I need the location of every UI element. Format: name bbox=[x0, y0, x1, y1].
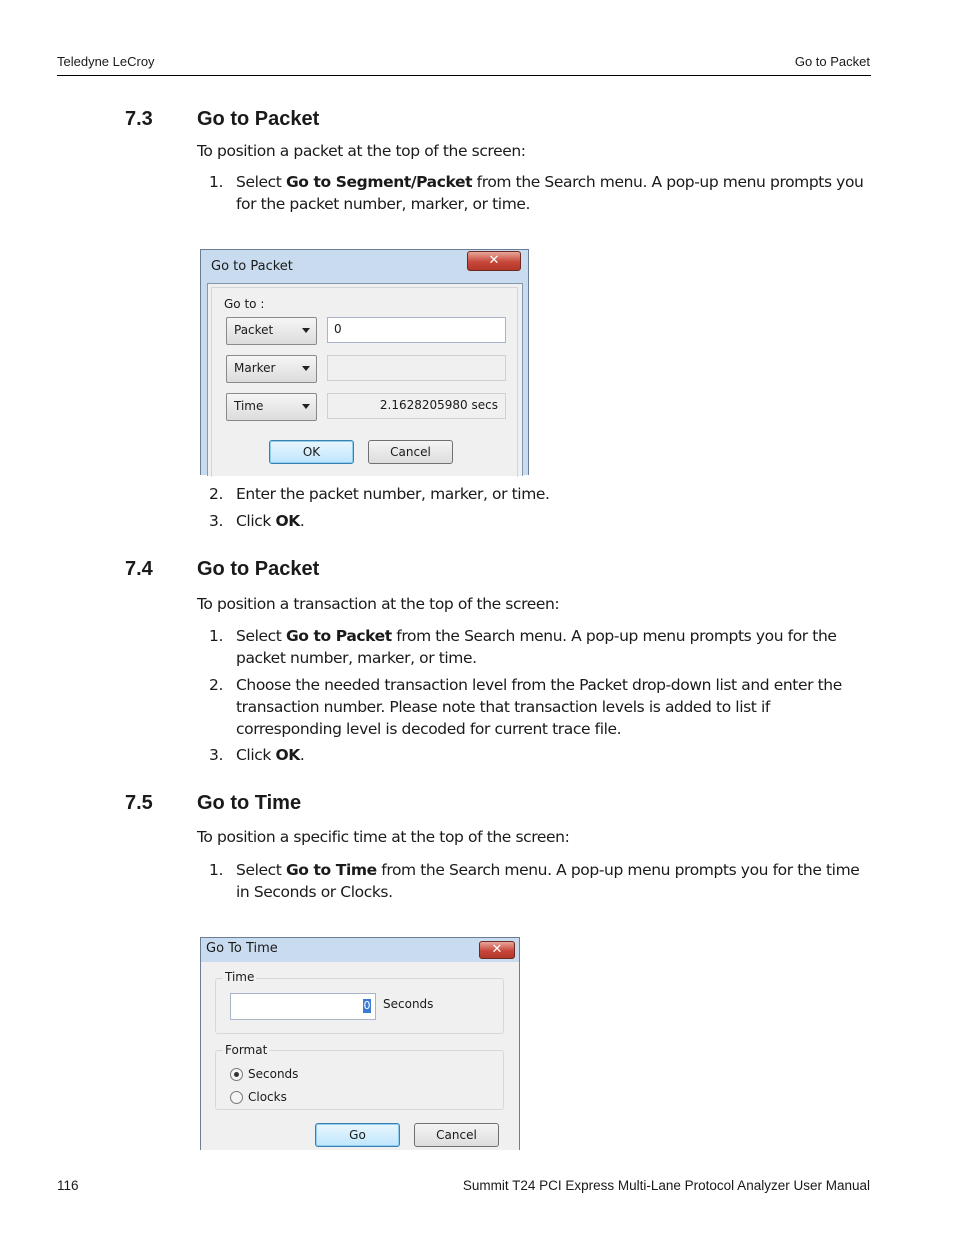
close-button[interactable]: ✕ bbox=[467, 251, 521, 271]
header-rule bbox=[57, 75, 871, 76]
format-group-label: Format bbox=[225, 1043, 268, 1057]
step-command: OK bbox=[275, 746, 300, 764]
goto-label: Go to : bbox=[224, 297, 265, 311]
step-number: 1. bbox=[209, 627, 223, 645]
page-number: 116 bbox=[57, 1178, 79, 1193]
step-command: Go to Packet bbox=[285, 627, 392, 645]
step-text: Enter the packet number, marker, or time. bbox=[236, 485, 550, 503]
step-text: Select bbox=[236, 627, 286, 645]
section-title: Go to Packet bbox=[197, 558, 320, 580]
list-item bbox=[209, 674, 869, 740]
manual-title: Summit T24 PCI Express Multi-Lane Protocol Analyzer User Manual bbox=[462, 1178, 870, 1193]
step-text: Click bbox=[236, 512, 276, 530]
clocks-radio[interactable] bbox=[230, 1091, 243, 1104]
step-text: Select bbox=[236, 173, 286, 191]
seconds-unit-label: Seconds bbox=[383, 997, 434, 1011]
step-number: 2. bbox=[209, 676, 223, 694]
packet-combo[interactable] bbox=[226, 317, 317, 345]
section-number: 7.3 bbox=[125, 108, 153, 130]
selected-text: 0 bbox=[363, 999, 371, 1012]
dialog-title: Go to Packet bbox=[211, 259, 293, 274]
marker-input[interactable] bbox=[327, 355, 506, 381]
section-number: 7.4 bbox=[125, 558, 153, 580]
time-group-label: Time bbox=[225, 970, 255, 984]
cancel-button[interactable]: Cancel bbox=[414, 1123, 499, 1147]
step-command: Go to Time bbox=[285, 861, 377, 879]
clocks-radio-label[interactable]: Clocks bbox=[248, 1090, 287, 1104]
close-button[interactable]: ✕ bbox=[479, 941, 515, 959]
running-header-section: Go to Packet bbox=[794, 54, 870, 69]
chevron-down-icon bbox=[302, 328, 310, 333]
step-command: OK bbox=[275, 512, 300, 530]
time-input[interactable]: 2.1628205980 secs bbox=[327, 393, 506, 419]
dialog-titlebar bbox=[201, 938, 519, 962]
section-title: Go to Packet bbox=[197, 108, 320, 130]
section-title: Go to Time bbox=[197, 792, 302, 814]
step-text: . bbox=[299, 512, 305, 530]
list-item bbox=[209, 483, 869, 505]
step-number: 2. bbox=[209, 485, 223, 503]
step-text: Select bbox=[236, 861, 286, 879]
go-button[interactable]: Go bbox=[315, 1123, 400, 1147]
list-item bbox=[209, 744, 869, 766]
step-text: from the Search menu. A pop-up menu prompts you for the packet number, marker, or time. bbox=[236, 173, 864, 213]
chevron-down-icon bbox=[302, 404, 310, 409]
step-text: . bbox=[299, 746, 305, 764]
combo-label: Marker bbox=[234, 361, 276, 375]
list-item bbox=[209, 625, 869, 669]
step-command: Go to Segment/Packet bbox=[285, 173, 473, 191]
step-number: 1. bbox=[209, 861, 223, 879]
list-item bbox=[209, 859, 869, 903]
marker-combo[interactable] bbox=[226, 355, 317, 383]
seconds-radio-label[interactable]: Seconds bbox=[248, 1067, 299, 1081]
list-item bbox=[209, 171, 869, 215]
step-text: Choose the needed transaction level from the Packet drop-down list and enter the transaction number. Please note that transaction levels is added to list if corresponding level is decoded for current trace file. bbox=[236, 676, 842, 738]
running-header-company: Teledyne LeCroy bbox=[57, 54, 155, 69]
combo-label: Packet bbox=[234, 323, 274, 337]
list-item bbox=[209, 510, 869, 532]
dialog-body bbox=[207, 283, 523, 476]
time-combo[interactable] bbox=[226, 393, 317, 421]
ok-button[interactable]: OK bbox=[269, 440, 354, 464]
chevron-down-icon bbox=[302, 366, 310, 371]
step-number: 3. bbox=[209, 512, 223, 530]
section-intro: To position a transaction at the top of the screen: bbox=[197, 595, 560, 613]
go-to-packet-dialog bbox=[200, 249, 529, 475]
step-number: 3. bbox=[209, 746, 223, 764]
section-intro: To position a specific time at the top of the screen: bbox=[197, 828, 570, 846]
section-number: 7.5 bbox=[125, 792, 153, 814]
combo-label: Time bbox=[234, 399, 264, 413]
seconds-radio[interactable] bbox=[230, 1068, 243, 1081]
section-intro: To position a packet at the top of the screen: bbox=[197, 142, 526, 160]
dialog-title: Go To Time bbox=[206, 941, 278, 956]
step-number: 1. bbox=[209, 173, 223, 191]
packet-number-input[interactable]: 0 bbox=[327, 317, 506, 343]
step-text: Click bbox=[236, 746, 276, 764]
cancel-button[interactable]: Cancel bbox=[368, 440, 453, 464]
time-value-input[interactable] bbox=[230, 993, 376, 1020]
go-to-time-dialog bbox=[200, 937, 520, 1150]
step-text: from the Search menu. A pop-up menu prompts you for the packet number, marker, or time. bbox=[236, 627, 837, 667]
goto-group bbox=[211, 287, 518, 477]
step-text: from the Search menu. A pop-up menu prompts you for the time in Seconds or Clocks. bbox=[236, 861, 860, 901]
